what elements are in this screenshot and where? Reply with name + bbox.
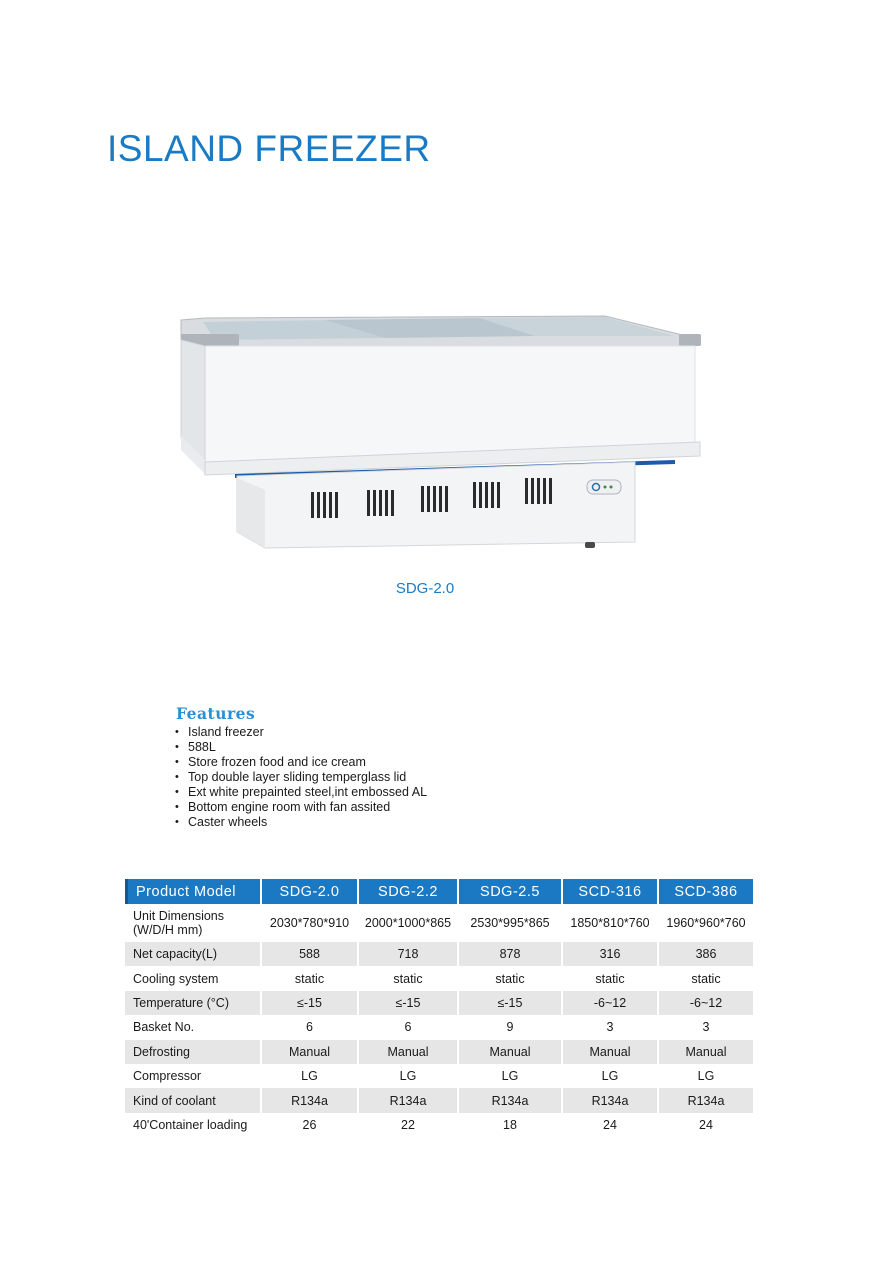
table-header-row bbox=[125, 879, 753, 904]
column-header: SDG-2.5 bbox=[459, 879, 563, 904]
table-cell: 316 bbox=[563, 942, 659, 966]
table-cell: R134a bbox=[563, 1088, 659, 1112]
feature-item bbox=[175, 785, 427, 800]
row-label: Basket No. bbox=[125, 1015, 262, 1039]
table-cell: Manual bbox=[459, 1040, 563, 1064]
table-cell: 386 bbox=[659, 942, 753, 966]
table-row bbox=[125, 1088, 753, 1112]
feature-text: Island freezer bbox=[188, 725, 264, 739]
table-cell: 878 bbox=[459, 942, 563, 966]
column-header: SCD-316 bbox=[563, 879, 659, 904]
product-caption: SDG-2.0 bbox=[395, 580, 455, 597]
bullet-icon: • bbox=[175, 726, 179, 738]
table-row bbox=[125, 991, 753, 1015]
table-cell: R134a bbox=[359, 1088, 459, 1112]
table-row bbox=[125, 942, 753, 966]
page-title: ISLAND FREEZER bbox=[107, 128, 431, 169]
table-cell: 22 bbox=[359, 1113, 459, 1137]
table-cell: 3 bbox=[702, 1020, 710, 1035]
bullet-icon: • bbox=[175, 771, 179, 783]
table-cell: -6~12 bbox=[659, 991, 753, 1015]
row-label: Unit Dimensions (W/D/H mm) bbox=[125, 904, 262, 942]
table-cell: Manual bbox=[262, 1040, 359, 1064]
table-cell: 2530*995*865 bbox=[459, 904, 563, 942]
table-cell: 1960*960*760 bbox=[666, 916, 746, 930]
table-row bbox=[125, 904, 753, 942]
table-cell: LG bbox=[359, 1064, 459, 1088]
table-row bbox=[125, 966, 753, 990]
table-cell: ≤-15 bbox=[459, 991, 563, 1015]
feature-text: 588L bbox=[188, 740, 216, 754]
bullet-icon: • bbox=[175, 741, 179, 753]
feature-item bbox=[175, 800, 427, 815]
table-row bbox=[125, 1113, 753, 1137]
row-label: Net capacity(L) bbox=[125, 942, 262, 966]
table-cell: 24 bbox=[699, 1117, 713, 1132]
table-cell: R134a bbox=[659, 1088, 753, 1112]
table-cell: static bbox=[262, 966, 359, 990]
feature-item bbox=[175, 740, 427, 755]
feature-text: Ext white prepainted steel,int embossed AL bbox=[188, 785, 428, 799]
column-header: SCD-386 bbox=[659, 879, 753, 904]
bullet-icon: • bbox=[175, 756, 179, 768]
bullet-icon: • bbox=[175, 801, 179, 813]
features-heading: Features bbox=[176, 704, 256, 723]
table-cell: R134a bbox=[459, 1088, 563, 1112]
row-label: 40'Container loading bbox=[125, 1113, 262, 1137]
spec-table bbox=[125, 879, 753, 1137]
table-row bbox=[125, 1015, 753, 1039]
table-cell: static bbox=[359, 966, 459, 990]
table-cell: ≤-15 bbox=[262, 991, 359, 1015]
table-cell: 588 bbox=[262, 942, 359, 966]
table-cell: LG bbox=[459, 1064, 563, 1088]
table-cell: Manual bbox=[659, 1040, 753, 1064]
table-cell: static bbox=[459, 966, 563, 990]
table-cell: 2030*780*910 bbox=[262, 904, 359, 942]
bullet-icon: • bbox=[175, 816, 179, 828]
table-cell: LG bbox=[563, 1064, 659, 1088]
feature-item bbox=[175, 815, 427, 830]
table-cell: 26 bbox=[262, 1113, 359, 1137]
row-label: Compressor bbox=[125, 1064, 262, 1088]
table-cell: 24 bbox=[563, 1113, 659, 1137]
bullet-icon: • bbox=[175, 786, 179, 798]
column-header: SDG-2.0 bbox=[262, 879, 359, 904]
table-cell: LG bbox=[262, 1064, 359, 1088]
table-cell: 9 bbox=[459, 1015, 563, 1039]
table-cell: 6 bbox=[262, 1015, 359, 1039]
feature-text: Bottom engine room with fan assited bbox=[188, 800, 391, 814]
feature-text: Store frozen food and ice cream bbox=[188, 755, 366, 769]
table-cell: 3 bbox=[563, 1015, 659, 1039]
feature-item bbox=[175, 770, 427, 785]
table-cell: ≤-15 bbox=[359, 991, 459, 1015]
table-cell: static bbox=[563, 966, 659, 990]
table-cell: LG bbox=[697, 1069, 715, 1084]
table-cell: Manual bbox=[359, 1040, 459, 1064]
column-header: SDG-2.2 bbox=[359, 879, 459, 904]
feature-text: Caster wheels bbox=[188, 815, 268, 829]
row-label: Defrosting bbox=[125, 1040, 262, 1064]
feature-text: Top double layer sliding temperglass lid bbox=[188, 770, 407, 784]
table-row bbox=[125, 1064, 753, 1088]
column-header: Product Model bbox=[125, 879, 262, 904]
table-cell: 6 bbox=[359, 1015, 459, 1039]
table-cell: 718 bbox=[359, 942, 459, 966]
table-cell: 2000*1000*865 bbox=[359, 904, 459, 942]
table-cell: R134a bbox=[262, 1088, 359, 1112]
row-label: Kind of coolant bbox=[125, 1088, 262, 1112]
table-cell: 1850*810*760 bbox=[563, 904, 659, 942]
feature-item bbox=[175, 755, 427, 770]
row-label: Cooling system bbox=[125, 966, 262, 990]
feature-item bbox=[175, 725, 427, 740]
product-image bbox=[175, 310, 705, 555]
table-cell: static bbox=[691, 971, 721, 986]
row-label: Temperature (°C) bbox=[125, 991, 262, 1015]
table-row bbox=[125, 1040, 753, 1064]
table-cell: Manual bbox=[563, 1040, 659, 1064]
table-cell: 18 bbox=[459, 1113, 563, 1137]
table-cell: -6~12 bbox=[563, 991, 659, 1015]
features-list bbox=[175, 725, 427, 830]
